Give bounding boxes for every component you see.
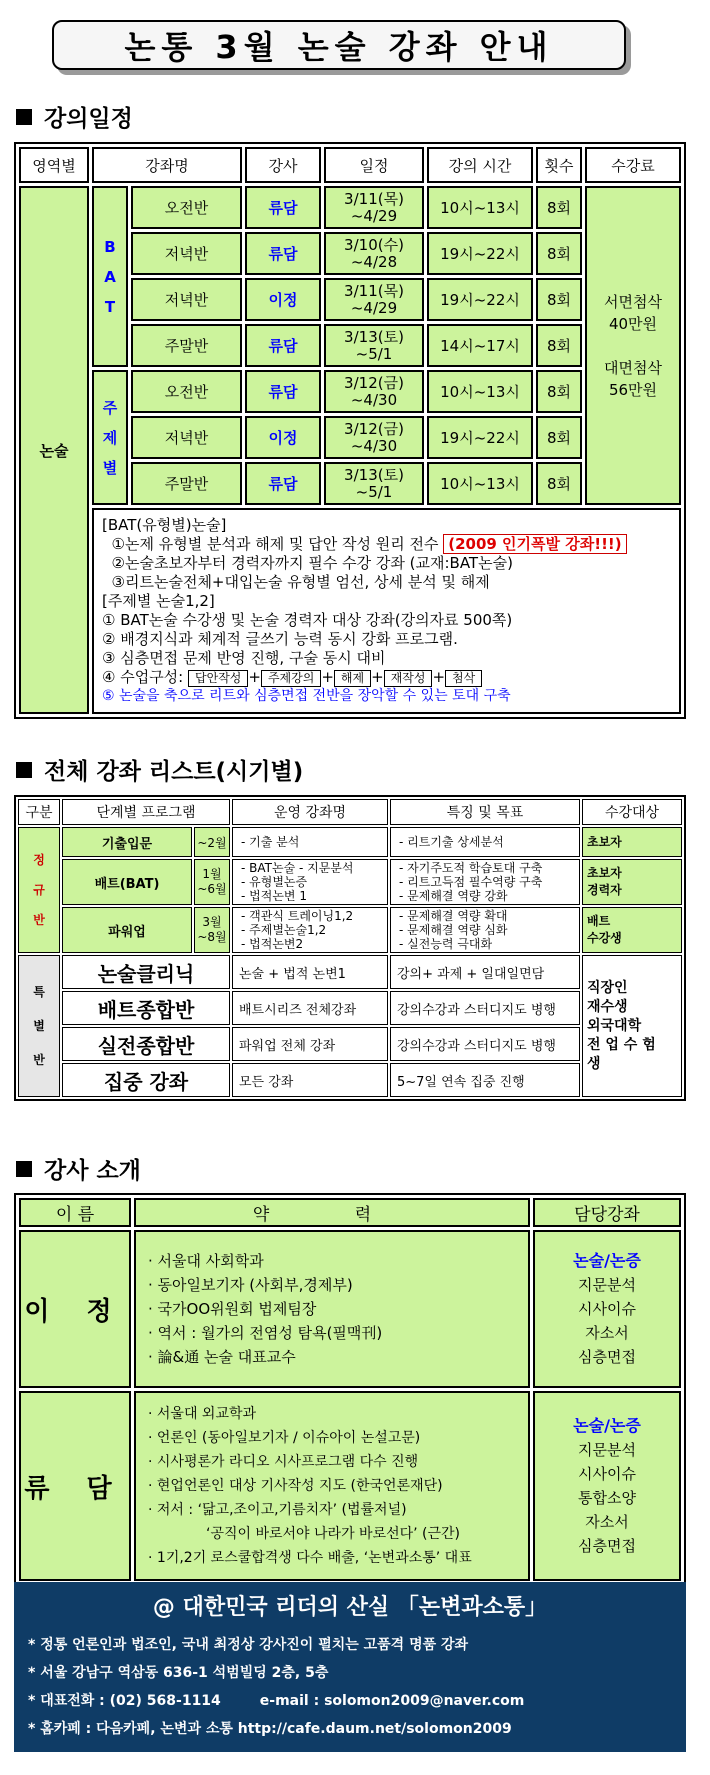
count-cell: 8회 [536,462,582,505]
step-box: 첨삭 [445,670,482,687]
header-cell: 구분 [18,799,60,825]
period-cell: 3월 ~8월 [194,907,230,953]
footer-title: @ 대한민국 리더의 산실 「논변과소통」 [152,1595,548,1620]
time-cell: 19시~22시 [427,278,533,321]
instructor-table [14,1193,686,1586]
teacher-lectures: 논술/논증 지문분석 시사이슈 자소서 심층면접 [533,1230,681,1388]
footer-banner [14,1582,686,1752]
footer-cafe-link[interactable]: * 홈카페 : 다음카페, 논변과 소통 http://cafe.daum.net/solomon2009 [28,1721,512,1737]
header-cell: 특징 및 목표 [390,799,580,825]
teacher-career: · 서울대 외교학과 · 언론인 (동아일보기자 / 이슈아이 논설고문) · 시사평론가 라디오 시사프로그램 다수 진행 · 현업언론인 대상 기사작성 지도 (한국언론재단) · 저서 : ‘닮고,조이고,기름치자’ (법률저널) ‘공직이 바로서야 나라가 바로선다’ (근간) · 1기,2기 로스쿨합격생 다수 배출, ‘논변과소통’ 대표 [134,1391,530,1581]
time-cell: 10시~13시 [427,186,533,229]
header-cell: 수강료 [585,147,681,183]
group-topic-label: 주 제 별 [92,370,128,505]
teacher-cell: 류담 [245,462,321,505]
footer-address: * 서울 강남구 역삼동 636-1 석범빌딩 2층, 5층 [28,1665,329,1681]
course-cell: 오전반 [131,370,242,413]
courses-cell: 모든 강좌 [232,1063,388,1097]
header-cell: 강좌명 [92,147,242,183]
square-bullet-icon [16,762,32,778]
time-cell: 10시~13시 [427,370,533,413]
teacher-lectures: 논술/논증 지문분석 시사이슈 통합소양 자소서 심층면접 [533,1391,681,1581]
area-label: 논술 [19,186,89,714]
date-cell: 3/12(금) ~4/30 [324,416,424,459]
header-cell: 일정 [324,147,424,183]
period-cell: 1월 ~6월 [194,859,230,905]
date-cell: 3/10(수) ~4/28 [324,232,424,275]
goals-cell: 강의+ 과제 + 일대일면담 [390,955,580,989]
popular-badge: (2009 인기폭발 강좌!!!) [443,534,626,554]
courses-cell: 배트시리즈 전체강좌 [232,991,388,1025]
courses-cell: - BAT논술 - 지문분석 - 유형별논증 - 법적논변 1 [232,859,388,905]
step-box: 답안작성 [188,670,248,687]
course-cell: 저녁반 [131,232,242,275]
page-title: 논통 3월 논술 강좌 안내 [52,20,626,70]
course-list-table [14,795,686,1101]
fee-cell: 서면첨삭 40만원 대면첨삭 56만원 [585,186,681,505]
course-cell: 주말반 [131,462,242,505]
header-cell: 수강대상 [582,799,682,825]
header-cell: 단계별 프로그램 [62,799,230,825]
header-cell: 담당강좌 [533,1198,681,1227]
teacher-cell: 류담 [245,324,321,367]
goals-cell: 강의수강과 스터디지도 병행 [390,1027,580,1061]
program-cell: 파워업 [62,907,192,953]
course-cell: 주말반 [131,324,242,367]
courses-cell: 파워업 전체 강좌 [232,1027,388,1061]
square-bullet-icon [16,1161,32,1177]
count-cell: 8회 [536,370,582,413]
section-schedule-heading: 강의일정 [16,100,133,133]
section-list-heading: 전체 강좌 리스트(시기별) [16,753,303,786]
teacher-cell: 이정 [245,278,321,321]
special-target-cell: 직장인 재수생 외국대학 전 업 수 험 생 [582,955,682,1097]
step-box: 재작성 [384,670,433,687]
date-cell: 3/12(금) ~4/30 [324,370,424,413]
goals-cell: - 문제해결 역량 확대 - 문제해결 역량 심화 - 실전능력 극대화 [390,907,580,953]
teacher-cell: 류담 [245,186,321,229]
count-cell: 8회 [536,416,582,459]
teacher-cell: 류담 [245,232,321,275]
teacher-name: 류 담 [19,1391,131,1581]
time-cell: 10시~13시 [427,462,533,505]
step-box: 해제 [334,670,371,687]
teacher-cell: 이정 [245,416,321,459]
special-label: 특 별 반 [18,955,60,1097]
goals-cell: 5~7일 연속 집중 진행 [390,1063,580,1097]
goals-cell: - 리트기출 상세분석 [390,827,580,857]
program-cell: 실전종합반 [62,1027,230,1061]
header-cell: 횟수 [536,147,582,183]
courses-cell: - 기출 분석 [232,827,388,857]
program-cell: 배트(BAT) [62,859,192,905]
goals-cell: 강의수강과 스터디지도 병행 [390,991,580,1025]
count-cell: 8회 [536,186,582,229]
header-cell: 강의 시간 [427,147,533,183]
footer-contact[interactable]: * 대표전화 : (02) 568-1114 e-mail : solomon2009@naver.com [28,1693,525,1709]
count-cell: 8회 [536,232,582,275]
period-cell: ~2월 [194,827,230,857]
program-cell: 배트종합반 [62,991,230,1025]
schedule-table [14,142,686,719]
date-cell: 3/11(목) ~4/29 [324,186,424,229]
course-cell: 오전반 [131,186,242,229]
header-cell: 운영 강좌명 [232,799,388,825]
time-cell: 19시~22시 [427,416,533,459]
step-box: 주제강의 [261,670,321,687]
program-cell: 논술클리닉 [62,955,230,989]
date-cell: 3/13(토) ~5/1 [324,324,424,367]
time-cell: 19시~22시 [427,232,533,275]
section-teachers-heading: 강사 소개 [16,1152,141,1185]
course-notes: [BAT(유형별)논술] ①논제 유형별 분석과 해제 및 답안 작성 원리 전수 (2009 인기폭발 강좌!!!) ②논술초보자부터 경력자까지 필수 수강 강좌 (교재:BAT논술) ③리트논술전체+대입논술 유형별 엄선, 상세 분석 및 해제 [주제별 논술1,2] ① BAT논술 수강생 및 논술 경력자 대상 강좌(강의자료 500쪽) ② 배경지식과 체계적 글쓰기 능력 동시 강화 프로그램. ③ 심층면접 문제 반영 진행, 구술 동시 대비 ④ 수업구성: 답안작성 + 주제강의 + 해제 + 재작성 + 첨삭 ⑤ 논술을 축으로 리트와 심층면접 전반을 장악할 수 있는 토대 구축 [92,508,681,714]
header-cell: 이 름 [19,1198,131,1227]
program-cell: 집중 강좌 [62,1063,230,1097]
goals-cell: - 자기주도적 학습토대 구축 - 리트고득점 필수역량 구축 - 문제해결 역량 강화 [390,859,580,905]
teacher-cell: 류담 [245,370,321,413]
count-cell: 8회 [536,324,582,367]
course-cell: 저녁반 [131,278,242,321]
teacher-name: 이 정 [19,1230,131,1388]
target-cell: 초보자 [582,827,682,857]
regular-label: 정 규 반 [18,827,60,953]
target-cell: 배트 수강생 [582,907,682,953]
header-cell: 강사 [245,147,321,183]
date-cell: 3/13(토) ~5/1 [324,462,424,505]
program-cell: 기출입문 [62,827,192,857]
courses-cell: 논술 + 법적 논변1 [232,955,388,989]
time-cell: 14시~17시 [427,324,533,367]
header-cell: 영역별 [19,147,89,183]
date-cell: 3/11(목) ~4/29 [324,278,424,321]
course-cell: 저녁반 [131,416,242,459]
square-bullet-icon [16,109,32,125]
header-cell: 약 력 [134,1198,530,1227]
footer-line: * 정통 언론인과 법조인, 국내 최정상 강사진이 펼치는 고품격 명품 강좌 [28,1637,469,1653]
teacher-career: · 서울대 사회학과 · 동아일보기자 (사회부,경제부) · 국가OO위원회 법제팀장 · 역서 : 월가의 전염성 탐욕(필맥刊) · 論&通 논술 대표교수 [134,1230,530,1388]
count-cell: 8회 [536,278,582,321]
group-bat-label: B A T [92,186,128,367]
courses-cell: - 객관식 트레이닝1,2 - 주제별논술1,2 - 법적논변2 [232,907,388,953]
target-cell: 초보자 경력자 [582,859,682,905]
